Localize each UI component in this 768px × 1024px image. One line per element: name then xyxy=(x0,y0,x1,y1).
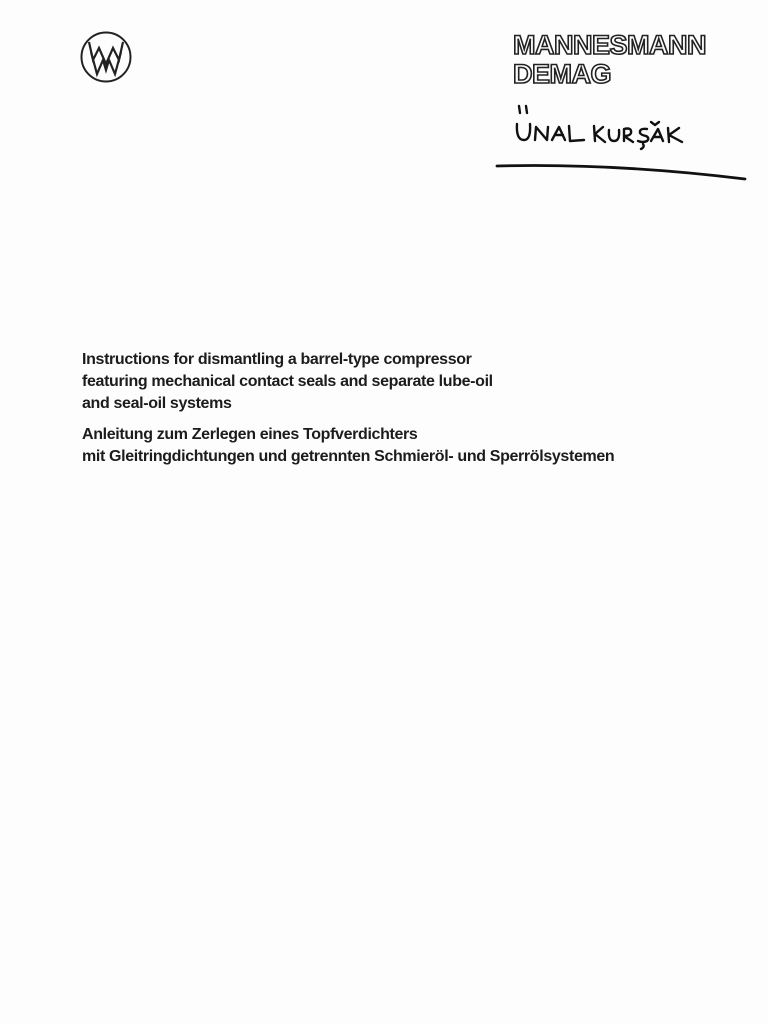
title-en-line-1: Instructions for dismantling a barrel-type compressor xyxy=(82,351,472,368)
title-english xyxy=(82,349,742,415)
document-titles xyxy=(82,349,742,468)
brand-wordmark xyxy=(513,32,743,88)
title-en-line-3: and seal-oil systems xyxy=(82,395,232,412)
title-de-line-2: mit Gleitringdichtungen und getrennten Schmieröl- und Sperrölsystemen xyxy=(82,448,615,465)
handwritten-signature-icon xyxy=(495,100,750,185)
brand-name-demag: DEMAG xyxy=(513,59,611,89)
title-en-line-2: featuring mechanical contact seals and separate lube-oil xyxy=(82,373,493,390)
title-german xyxy=(82,424,742,468)
title-de-line-1: Anleitung zum Zerlegen eines Topfverdichters xyxy=(82,426,418,443)
mw-circle-logo-icon xyxy=(79,30,133,84)
brand-name-mannesmann: MANNESMANN xyxy=(513,30,706,60)
